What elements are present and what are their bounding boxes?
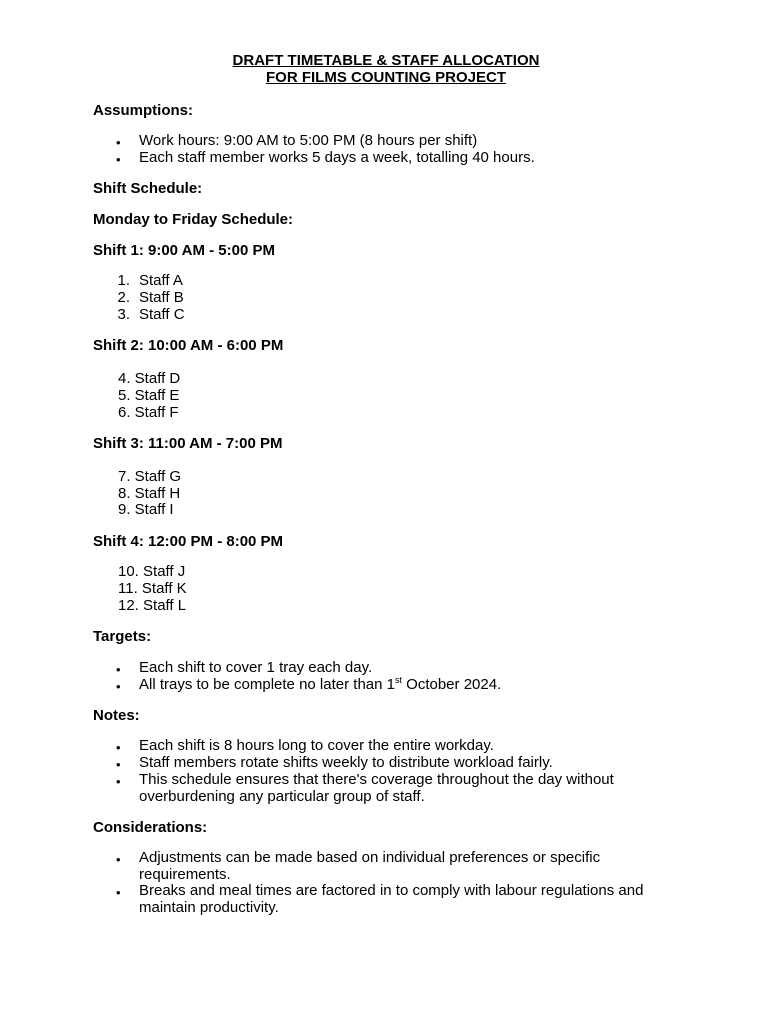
bullet-icon: • xyxy=(116,757,121,772)
shift-4-heading: Shift 4: 12:00 PM - 8:00 PM xyxy=(93,533,284,550)
staff-item: 5. Staff E xyxy=(118,387,180,404)
bullet-icon: • xyxy=(116,152,121,167)
target-text: All trays to be complete no later than 1 xyxy=(139,676,395,693)
staff-item: 10. Staff J xyxy=(118,563,186,580)
considerations-heading: Considerations: xyxy=(93,819,208,836)
consideration-item-line-2: requirements. xyxy=(139,866,231,883)
shift-2-heading: Shift 2: 10:00 AM - 6:00 PM xyxy=(93,337,284,354)
consideration-item-line-1: Breaks and meal times are factored in to comply with labour regulations and xyxy=(139,882,644,899)
bullet-icon: • xyxy=(116,135,121,150)
staff-item: 6. Staff F xyxy=(118,404,179,421)
staff-item: 7. Staff G xyxy=(118,468,182,485)
bullet-icon: • xyxy=(116,852,121,867)
list-number: 3. xyxy=(117,306,130,323)
assumption-item: Work hours: 9:00 AM to 5:00 PM (8 hours per shift) xyxy=(139,132,478,149)
bullet-icon: • xyxy=(116,885,121,900)
staff-item: Staff A xyxy=(139,272,183,289)
staff-item: Staff B xyxy=(139,289,184,306)
target-text: October 2024. xyxy=(402,676,502,693)
assumption-item: Each staff member works 5 days a week, totalling 40 hours. xyxy=(139,149,535,166)
targets-heading: Targets: xyxy=(93,628,152,645)
target-item xyxy=(139,676,501,693)
consideration-item-line-2: maintain productivity. xyxy=(139,899,279,916)
shift-schedule-heading: Shift Schedule: xyxy=(93,180,203,197)
ordinal-suffix: st xyxy=(394,675,402,685)
target-item: Each shift to cover 1 tray each day. xyxy=(139,659,373,676)
staff-item: 12. Staff L xyxy=(118,597,187,614)
bullet-icon: • xyxy=(116,679,121,694)
list-number: 1. xyxy=(117,272,130,289)
note-item-line-2: overburdening any particular group of staff. xyxy=(139,788,425,805)
staff-item: 9. Staff I xyxy=(118,501,174,518)
bullet-icon: • xyxy=(116,662,121,677)
list-number: 2. xyxy=(117,289,130,306)
staff-item: Staff C xyxy=(139,306,185,323)
notes-heading: Notes: xyxy=(93,707,140,724)
shift-1-heading: Shift 1: 9:00 AM - 5:00 PM xyxy=(93,242,275,259)
document-title-line-2: FOR FILMS COUNTING PROJECT xyxy=(266,69,506,86)
weekday-schedule-heading: Monday to Friday Schedule: xyxy=(93,211,294,228)
staff-item: 8. Staff H xyxy=(118,485,181,502)
consideration-item-line-1: Adjustments can be made based on individual preferences or specific xyxy=(139,849,601,866)
bullet-icon: • xyxy=(116,740,121,755)
note-item-line-1: This schedule ensures that there's coverage throughout the day without xyxy=(139,771,614,788)
bullet-icon: • xyxy=(116,774,121,789)
staff-item: 11. Staff K xyxy=(118,580,187,597)
note-item: Each shift is 8 hours long to cover the entire workday. xyxy=(139,737,494,754)
shift-3-heading: Shift 3: 11:00 AM - 7:00 PM xyxy=(93,435,283,452)
staff-item: 4. Staff D xyxy=(118,370,181,387)
document-title-line-1: DRAFT TIMETABLE & STAFF ALLOCATION xyxy=(232,52,540,69)
note-item: Staff members rotate shifts weekly to distribute workload fairly. xyxy=(139,754,553,771)
assumptions-heading: Assumptions: xyxy=(93,102,194,119)
